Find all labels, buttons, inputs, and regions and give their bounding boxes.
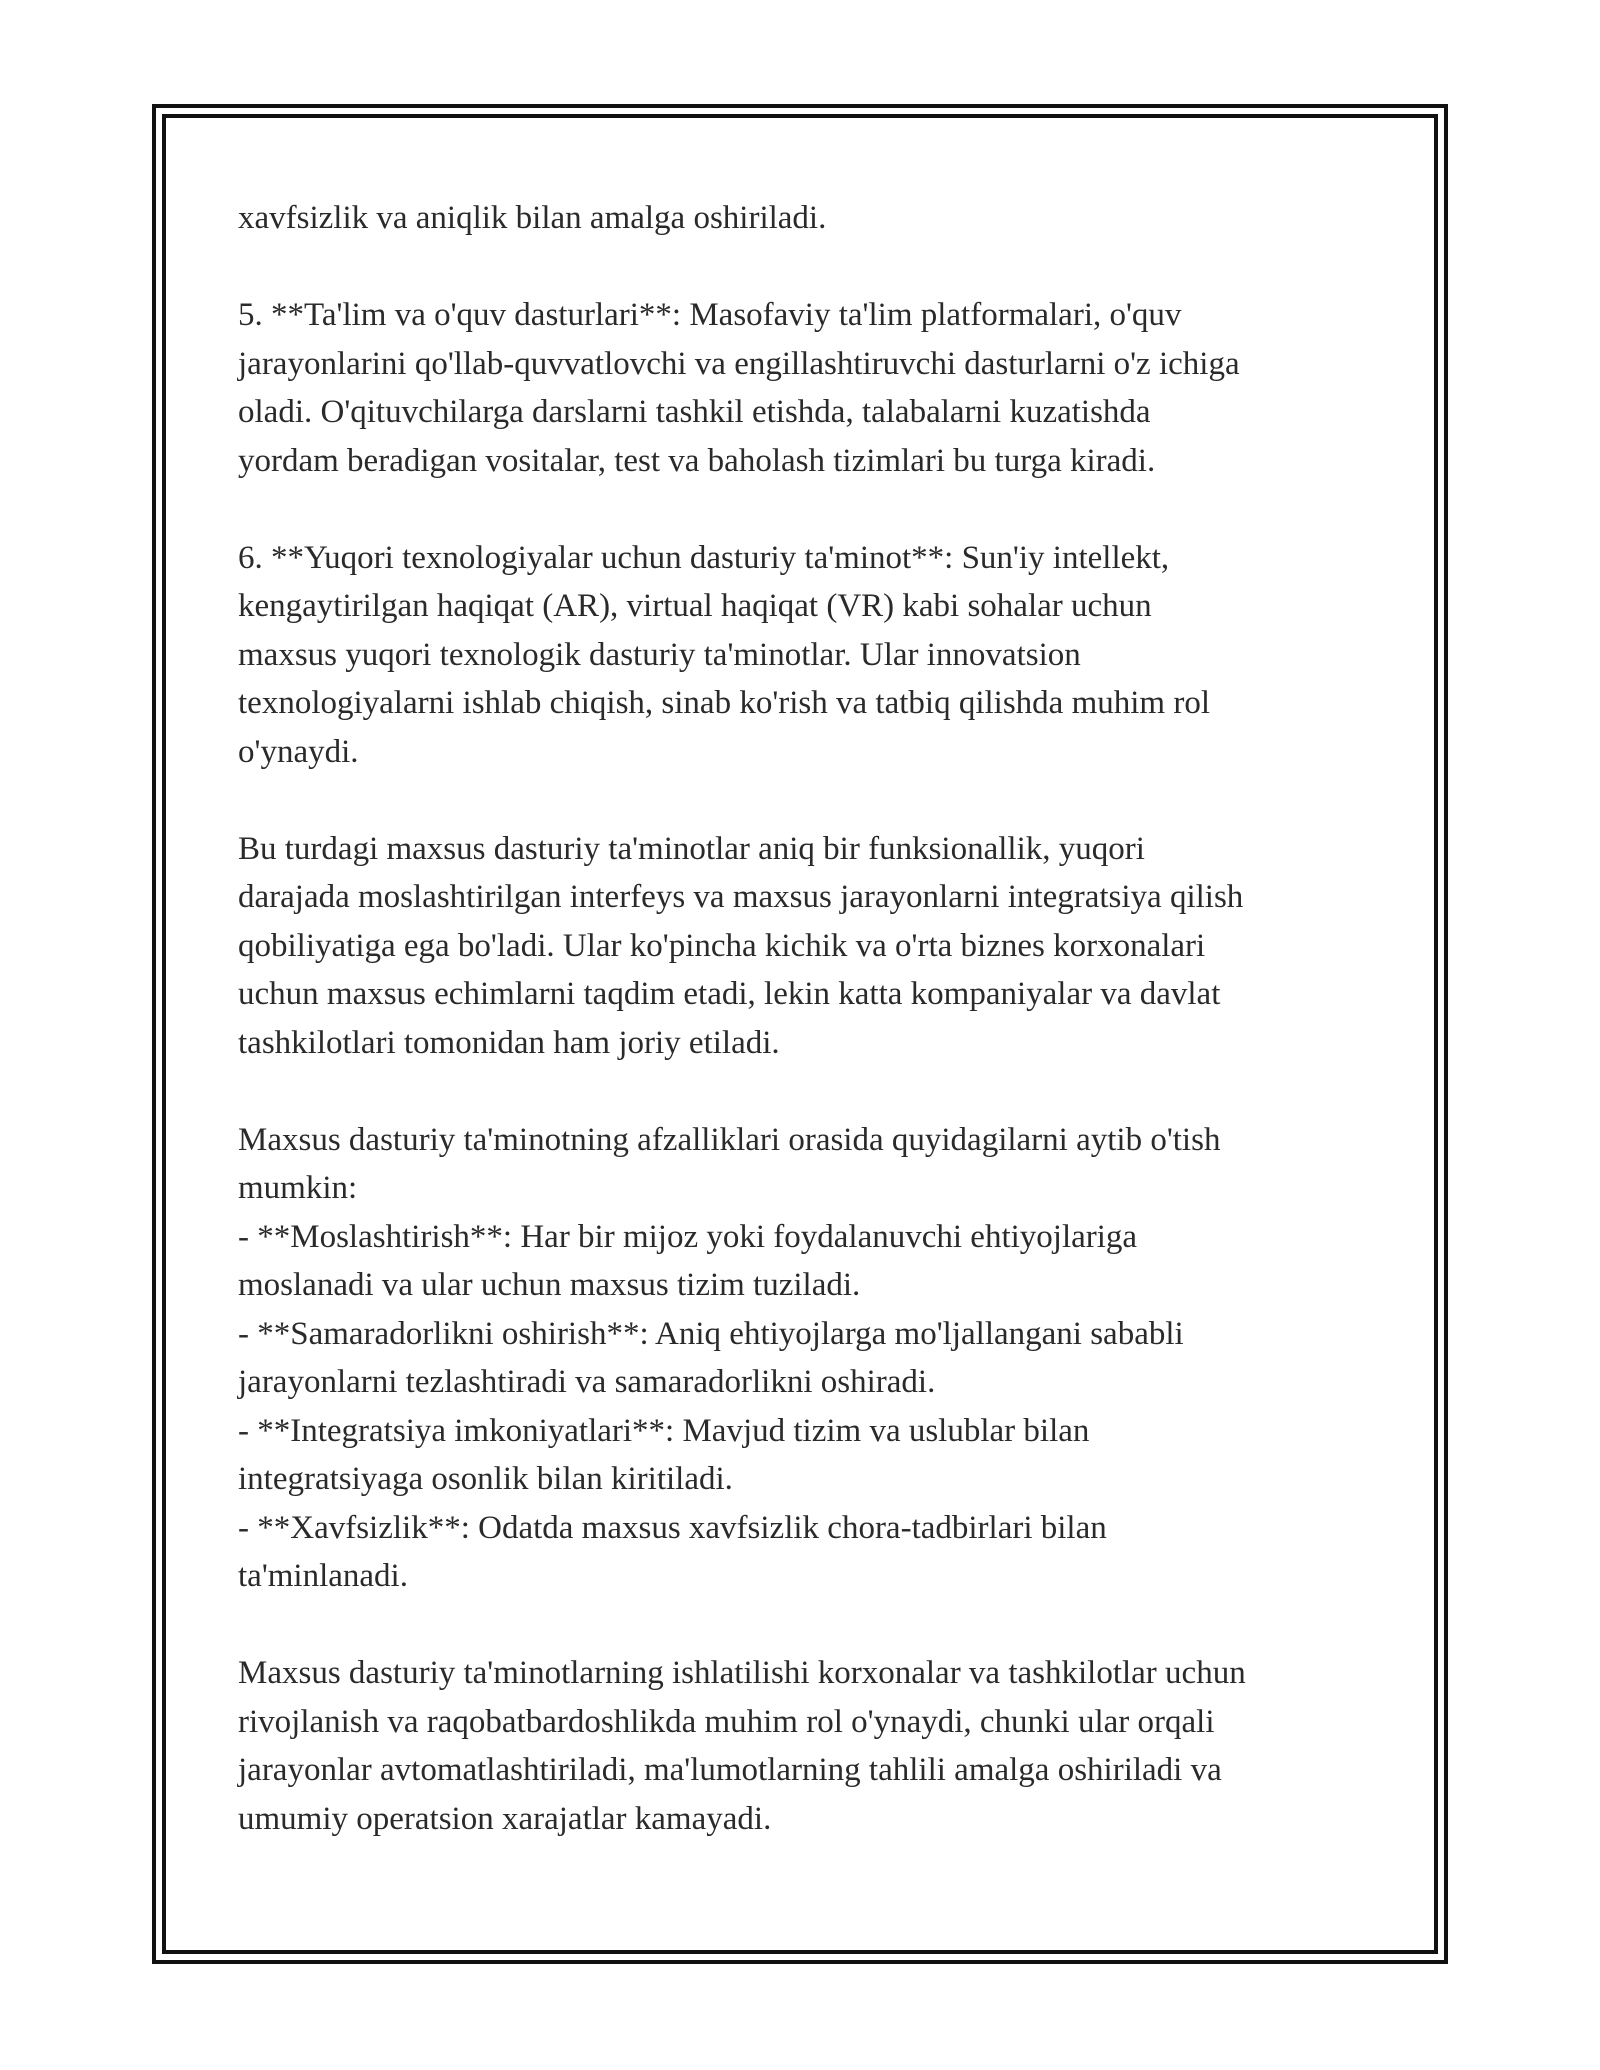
page-border-outer	[152, 104, 1448, 1964]
paragraph-advantages-list	[238, 1116, 1378, 1601]
text-line: umumiy operatsion xarajatlar kamayadi.	[238, 1800, 772, 1837]
text-line: jarayonlarini qo'llab-quvvatlovchi va engillashtiruvchi dasturlarni o'z ichiga	[238, 345, 1240, 382]
text-line: texnologiyalarni ishlab chiqish, sinab ko'rish va tatbiq qilishda muhim rol	[238, 685, 1210, 721]
text-line: oladi. O'qituvchilarga darslarni tashkil etishda, talabalarni kuzatishda	[238, 394, 1151, 430]
page-border-inner	[162, 114, 1438, 1954]
text-line: kengaytirilgan haqiqat (AR), virtual haqiqat (VR) kabi sohalar uchun	[238, 588, 1152, 624]
text-line: jarayonlar avtomatlashtiriladi, ma'lumotlarning tahlili amalga oshiriladi va	[238, 1752, 1222, 1788]
paragraph-item-6-high-tech-software	[238, 534, 1378, 777]
text-line: yordam beradigan vositalar, test va baholash tizimlari bu turga kiradi.	[238, 442, 1156, 479]
text-line: 5. **Ta'lim va o'quv dasturlari**: Masofaviy ta'lim platformalari, o'quv	[238, 297, 1182, 333]
paragraph-conclusion	[238, 1649, 1378, 1843]
paragraph-continuation	[238, 194, 1378, 243]
text-line: qobiliyatiga ega bo'ladi. Ular ko'pincha kichik va o'rta biznes korxonalari	[238, 927, 1206, 964]
list-item-line: - **Samaradorlikni oshirish**: Aniq ehtiyojlarga mo'ljallangani sababli	[238, 1315, 1184, 1352]
list-item-line: moslanadi va ular uchun maxsus tizim tuziladi.	[238, 1267, 861, 1303]
text-line: maxsus yuqori texnologik dasturiy ta'minotlar. Ular innovatsion	[238, 636, 1081, 673]
list-item-line: ta'minlanadi.	[238, 1558, 408, 1594]
paragraph-item-5-education-software	[238, 291, 1378, 485]
text-line: Maxsus dasturiy ta'minotlarning ishlatilishi korxonalar va tashkilotlar uchun	[238, 1655, 1246, 1691]
text-line: mumkin:	[238, 1170, 358, 1206]
text-line: 6. **Yuqori texnologiyalar uchun dasturiy ta'minot**: Sun'iy intellekt,	[238, 539, 1170, 576]
text-line: tashkilotlari tomonidan ham joriy etiladi.	[238, 1024, 780, 1061]
list-item-line: jarayonlarni tezlashtiradi va samaradorlikni oshiradi.	[238, 1364, 936, 1400]
text-line: darajada moslashtirilgan interfeys va maxsus jarayonlarni integratsiya qilish	[238, 879, 1244, 915]
list-item-line: - **Moslashtirish**: Har bir mijoz yoki foydalanuvchi ehtiyojlariga	[238, 1218, 1138, 1255]
list-item-line: - **Integratsiya imkoniyatlari**: Mavjud tizim va uslublar bilan	[238, 1412, 1090, 1449]
text-line: Maxsus dasturiy ta'minotning afzalliklari orasida quyidagilarni aytib o'tish	[238, 1121, 1221, 1158]
text-line: xavfsizlik va aniqlik bilan amalga oshiriladi.	[238, 200, 827, 236]
document-body	[238, 194, 1378, 1843]
paragraph-summary	[238, 825, 1378, 1068]
text-line: rivojlanish va raqobatbardoshlikda muhim rol o'ynaydi, chunki ular orqali	[238, 1703, 1215, 1740]
list-item-line: - **Xavfsizlik**: Odatda maxsus xavfsizlik chora-tadbirlari bilan	[238, 1509, 1107, 1546]
text-line: o'ynaydi.	[238, 733, 359, 770]
text-line: uchun maxsus echimlarni taqdim etadi, lekin katta kompaniyalar va davlat	[238, 976, 1221, 1012]
text-line: Bu turdagi maxsus dasturiy ta'minotlar aniq bir funksionallik, yuqori	[238, 830, 1145, 867]
list-item-line: integratsiyaga osonlik bilan kiritiladi.	[238, 1461, 733, 1497]
